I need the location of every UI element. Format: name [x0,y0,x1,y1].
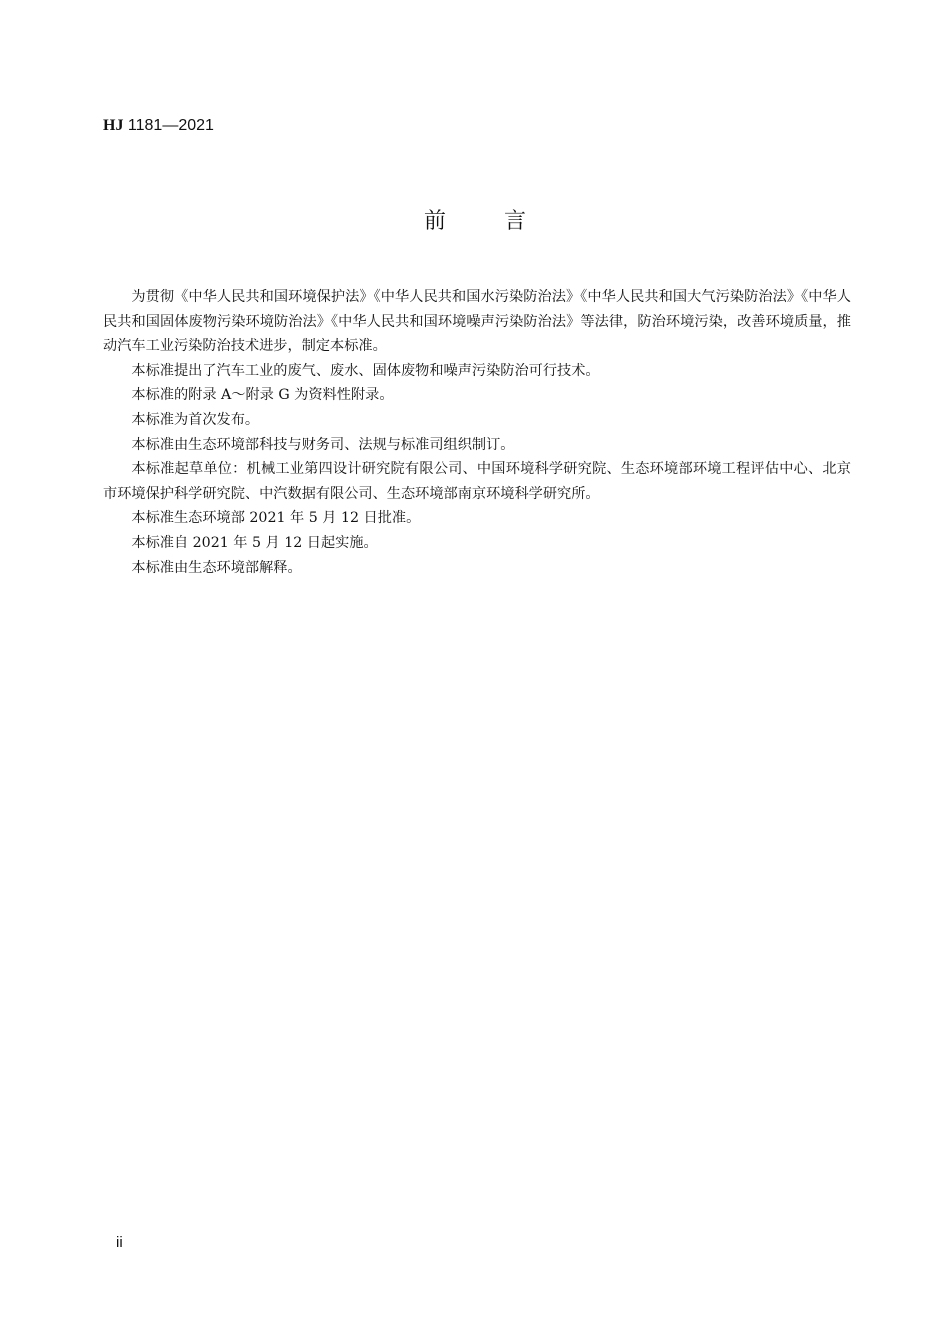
paragraph-scope: 本标准提出了汽车工业的废气、废水、固体废物和噪声污染防治可行技术。 [131,362,600,379]
paragraph-interpretation: 本标准由生态环境部解释。 [131,559,302,576]
page-title: 前言 [423,209,584,234]
paragraph-effective-date: 本标准自 2021 年 5 月 12 日起实施。 [131,534,378,551]
foreword-body [103,285,851,580]
standard-code-number: 1181—2021 [127,117,214,134]
paragraph-first-release: 本标准为首次发布。 [131,411,260,428]
paragraph-drafting-units: 本标准起草单位：机械工业第四设计研究院有限公司、中国环境科学研究院、生态环境部环境工程评估中心、北京市环境保护科学研究院、中汽数据有限公司、生态环境部南京环境科学研究所。 [103,461,851,502]
standard-code-prefix: HJ [103,117,124,134]
page-number: ii [116,1234,123,1251]
paragraph-appendix: 本标准的附录 A～附录 G 为资料性附录。 [131,387,394,404]
paragraph-organizer: 本标准由生态环境部科技与财务司、法规与标准司组织制订。 [131,436,515,453]
paragraph-approval-date: 本标准生态环境部 2021 年 5 月 12 日批准。 [131,510,421,527]
standard-code [103,116,214,136]
paragraph-purpose: 为贯彻《中华人民共和国环境保护法》《中华人民共和国水污染防治法》《中华人民共和国大气污染防治法》《中华人民共和国固体废物污染环境防治法》《中华人民共和国环境噪声污染防治法》等法律，防治环境污染，改善环境质量，推动汽车工业污染防治技术进步，制定本标准。 [103,289,851,355]
